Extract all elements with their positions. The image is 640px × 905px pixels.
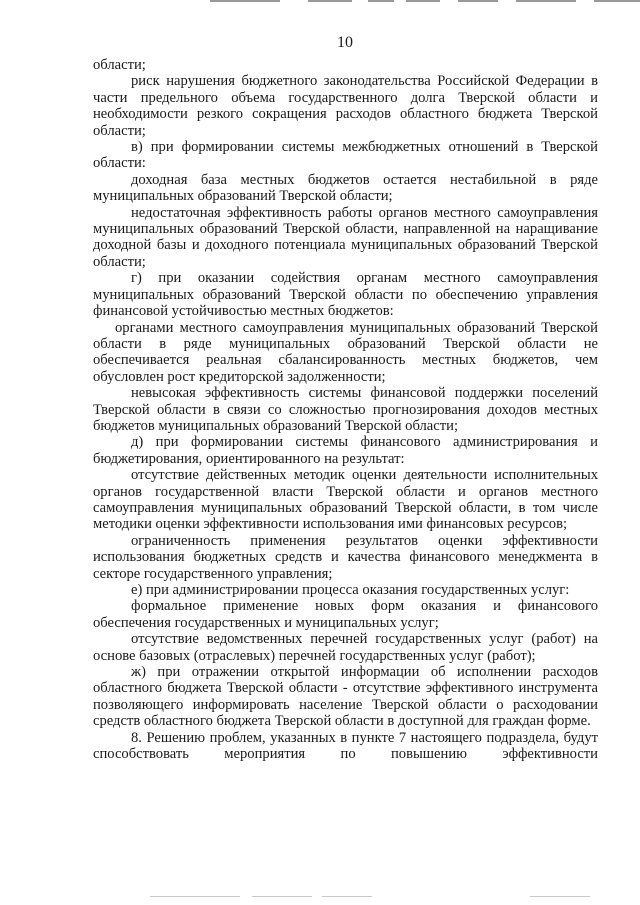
paragraph: г) при оказании содействия органам местного самоуправления муниципальных образований Тверской области по обеспечению управления финансовой устойчивостью местных бюджетов:: [93, 270, 598, 320]
paragraph: формальное применение новых форм оказания и финансового обеспечения государственных и муниципальных услуг;: [93, 598, 598, 631]
page-number: 10: [337, 34, 353, 51]
paragraph: 8. Решению проблем, указанных в пункте 7 настоящего подраздела, будут способствовать мероприятия по повышению эффективности: [93, 729, 598, 763]
scan-top-marks: [210, 0, 640, 3]
paragraph: органами местного самоуправления муниципальных образований Тверской области в ряде муниципальных образований Тверской области не обеспечивается реальная сбалансированность местных бюджетов, чем обусловлен рост кредиторской задолженности;: [93, 319, 598, 385]
paragraph: невысокая эффективность системы финансовой поддержки поселений Тверской области в связи со сложностью прогнозирования доходов местных бюджетов муниципальных образований Тверской области;: [93, 385, 598, 434]
paragraph: в) при формировании системы межбюджетных отношений в Тверской области:: [93, 139, 598, 172]
paragraph: ограниченность применения результатов оценки эффективности использования бюджетных средств и качества финансового менеджмента в секторе государственного управления;: [93, 532, 598, 582]
paragraph: доходная база местных бюджетов остается нестабильной в ряде муниципальных образований Тверской области;: [93, 171, 598, 205]
paragraph: е) при администрировании процесса оказания государственных услуг:: [131, 582, 570, 598]
scan-bottom-marks: [0, 890, 640, 905]
paragraph: недостаточная эффективность работы органов местного самоуправления муниципальных образований Тверской области, направленной на наращивание доходной базы и доходного потенциала муниципальных образований Тверской области;: [93, 204, 598, 270]
document-body: [93, 57, 598, 762]
paragraph: риск нарушения бюджетного законодательства Российской Федерации в части предельного объема государственного долга Тверской области и необходимости резкого сокращения расходов областного бюджета Тверской области;: [93, 73, 598, 139]
paragraph: отсутствие ведомственных перечней государственных услуг (работ) на основе базовых (отраслевых) перечней государственных услуг (работ);: [93, 631, 598, 664]
paragraph: области;: [93, 57, 146, 73]
paragraph: д) при формировании системы финансового администрирования и бюджетирования, ориентированного на результат:: [93, 434, 598, 467]
paragraph: ж) при отражении открытой информации об исполнении расходов областного бюджета Тверской области - отсутствие эффективного инструмента позволяющего информировать население Тверской области о расходовании средств областного бюджета Тверской области в доступной для граждан форме.: [93, 664, 598, 730]
paragraph: отсутствие действенных методик оценки деятельности исполнительных органов государственной власти Тверской области и органов местного самоуправления муниципальных образований Тверской области, в том числе методики оценки эффективности использования ими финансовых ресурсов;: [93, 467, 598, 533]
